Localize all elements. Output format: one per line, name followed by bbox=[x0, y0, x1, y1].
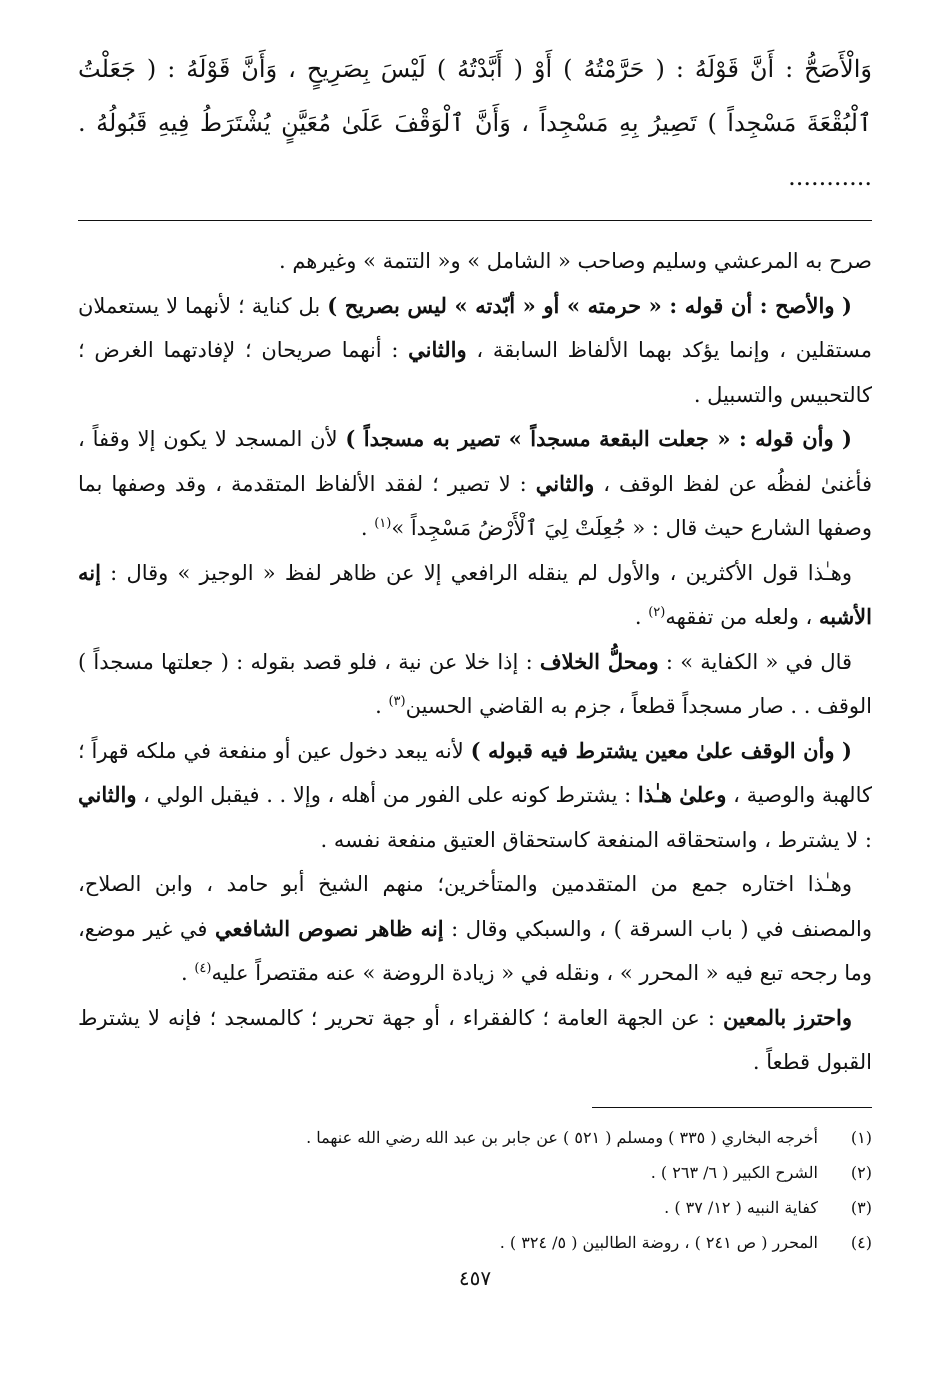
bold-phrase: وعلىٰ هـٰذا bbox=[637, 782, 727, 807]
footnote-text: المحرر ( ص ٢٤١ ) ، روضة الطالبين ( ٥/ ٣٢٤ ) . bbox=[499, 1232, 818, 1252]
matn-text bbox=[78, 38, 872, 204]
commentary-paragraph-2: ( والأصح : أن قوله : « حرمته » أو « أبّدته » ليس بصريح ) بل كناية ؛ لأنهما لا يستعملان مستقلين ، وإنما يؤكد بهما الألفاظ السابقة ، والثاني : أنهما صريحان ؛ لإفادتهما الغرض ؛ كالتحبيس والتسبيل . bbox=[78, 292, 873, 407]
footnote-number: (٢) bbox=[850, 1162, 872, 1182]
footnotes bbox=[78, 1120, 872, 1260]
page-number: ٤٥٧ bbox=[458, 1266, 492, 1290]
keyword-second-view: والثاني bbox=[408, 337, 467, 362]
footnote-number: (١) bbox=[850, 1127, 872, 1147]
keyword-second-view: والثاني bbox=[78, 782, 137, 807]
footnote-ref-4[interactable]: (٤) bbox=[194, 961, 212, 976]
footnote-text: كفاية النبيه ( ١٢/ ٣٧ ) . bbox=[664, 1197, 818, 1217]
commentary-paragraph-8: واحترز بالمعين : عن الجهة العامة ؛ كالفقراء ، أو جهة تحرير ؛ كالمسجد ؛ فإنه لا يشترط القبول قطعاً . bbox=[78, 1004, 872, 1074]
quoted-matn: ( وأن قوله : « جعلت البقعة مسجداً » تصير به مسجداً ) bbox=[345, 426, 852, 451]
bold-phrase: واحترز بالمعين bbox=[723, 1004, 852, 1030]
book-page bbox=[78, 38, 872, 1375]
matn-body: وَالْأَصَحُّ : أَنَّ قَوْلَهُ : ( حَرَّمْتُهُ ) أَوْ ( أَبَّدْتُهُ ) لَيْسَ بِصَرِيحٍ ، وَأَنَّ قَوْلَهُ : ( جَعَلْتُ ٱلْبُقْعَةَ مَسْجِداً ) تَصِيرُ بِهِ مَسْجِداً ، وَأَنَّ ٱلْوَقْفَ عَلَىٰ مُعَيَّنٍ يُشْتَرَطُ فِيهِ قَبُولُهُ . bbox=[78, 55, 872, 137]
footnote-ref-1[interactable]: (١) bbox=[374, 516, 392, 531]
footnote-4 bbox=[78, 1225, 872, 1260]
footnote-1 bbox=[78, 1120, 872, 1155]
footnote-text: الشرح الكبير ( ٦/ ٢٦٣ ) . bbox=[650, 1162, 818, 1182]
bold-phrase: ومحلُّ الخلاف bbox=[539, 648, 659, 674]
footnote-number: (٣) bbox=[850, 1197, 872, 1217]
quoted-matn: ( وأن الوقف علىٰ معين يشترط فيه قبوله ) bbox=[470, 737, 852, 763]
commentary bbox=[78, 239, 872, 1085]
commentary-paragraph-6: ( وأن الوقف علىٰ معين يشترط فيه قبوله ) لأنه يبعد دخول عين أو منفعة في ملكه قهراً ؛ كالهبة والوصية ، وعلىٰ هـٰذا : يشترط كونه على الفور من أهله ، وإلا . . فيقبل الولي ، والثاني : لا يشترط ، واستحقاقه المنفعة كاستحقاق العتيق منفعة نفسه . bbox=[78, 737, 872, 852]
footnote-separator bbox=[592, 1107, 872, 1108]
commentary-paragraph-7: وهـٰذا اختاره جمع من المتقدمين والمتأخرين؛ منهم الشيخ أبو حامد ، وابن الصلاح، والمصنف في ( باب السرقة ) ، والسبكي وقال : إنه ظاهر نصوص الشافعي في غير موضع، وما رجحه تبع فيه « المحرر » ، ونقله في « زيادة الروضة » عنه مقتصراً عليه$^{(٤)}$ . bbox=[78, 872, 872, 985]
footnote-3 bbox=[78, 1190, 872, 1225]
commentary-paragraph-3: ( وأن قوله : « جعلت البقعة مسجداً » تصير به مسجداً ) لأن المسجد لا يكون إلا وقفاً ، فأغنىٰ لفظُه عن لفظ الوقف ، والثاني : لا تصير ؛ لفقد الألفاظ المتقدمة ، وقد وصفها بما وصفها الشارع حيث قال : « جُعِلَتْ لِيَ ٱلْأَرْضُ مَسْجِداً »$^{(١)}$ . bbox=[78, 426, 872, 540]
bold-phrase: إنه ظاهر نصوص الشافعي bbox=[215, 915, 444, 941]
commentary-paragraph-1: صرح به المرعشي وسليم وصاحب « الشامل » و« التتمة » وغيرهم . bbox=[278, 249, 872, 273]
bold-phrase: إنه الأشبه bbox=[78, 559, 872, 629]
keyword-second-view: والثاني bbox=[535, 470, 595, 496]
commentary-paragraph-4: وهـٰذا قول الأكثرين ، والأول لم ينقله الرافعي إلا عن ظاهر لفظ « الوجيز » وقال : إنه الأشبه ، ولعله من تفقهه$^{(٢)}$ . bbox=[78, 559, 872, 629]
quoted-matn: ( والأصح : أن قوله : « حرمته » أو « أبّدته » ليس بصريح ) bbox=[327, 292, 852, 318]
matn-separator bbox=[78, 220, 872, 221]
footnote-2 bbox=[78, 1155, 872, 1190]
matn-dots: ........... bbox=[788, 163, 872, 191]
commentary-paragraph-5: قال في « الكفاية » : ومحلُّ الخلاف : إذا خلا عن نية ، فلو قصد بقوله : ( جعلتها مسجداً ) الوقف . . صار مسجداً قطعاً ، جزم به القاضي الحسين$^{(٣)}$ . bbox=[78, 648, 872, 718]
footnote-text: أخرجه البخاري ( ٣٣٥ ) ومسلم ( ٥٢١ ) عن جابر بن عبد الله رضي الله عنهما . bbox=[306, 1127, 818, 1147]
footnote-ref-2[interactable]: (٢) bbox=[648, 605, 666, 620]
footnote-number: (٤) bbox=[850, 1232, 872, 1252]
footnote-ref-3[interactable]: (٣) bbox=[388, 694, 406, 709]
